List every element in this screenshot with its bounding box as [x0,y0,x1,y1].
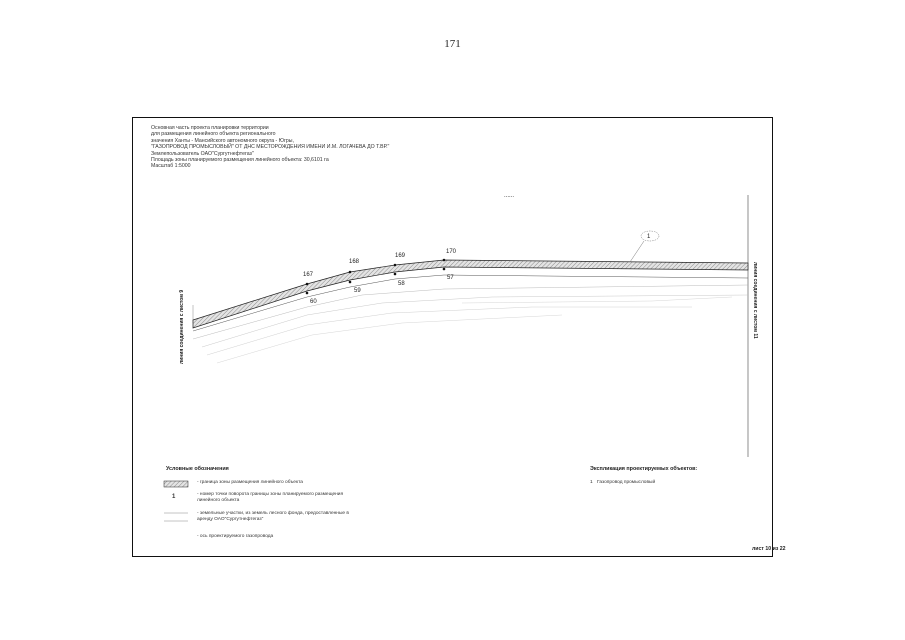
point-label-lower: 60 [310,299,317,305]
turning-point [349,271,352,274]
land-user-line: Землепользователь ОАО"Сургутнефтегаз" [151,150,254,157]
legend-hatch-symbol [164,481,188,487]
point-label-upper: 169 [395,253,406,259]
turning-point [306,292,309,295]
left-connection-label: линия соединения с листом 9 [179,289,185,364]
turning-point [443,259,446,262]
right-connection-label: линия соединения с листом 11 [752,262,758,339]
title-line: "ГАЗОПРОВОД ПРОМЫСЛОВЫЙ" ОТ ДНС МЕСТОРОЖДЕНИЯ ИМЕНИ И.М. ЛОГАЧЕВА ДО Т.ВР." [151,144,390,151]
turning-point [349,281,352,284]
legend-item-axis: - ось проектируемого газопровода [197,534,274,539]
legend-item-zone: - граница зоны размещения линейного объекта [197,480,303,485]
point-label-upper: 170 [446,249,457,255]
legend-item-forest: - земельные участки, из земель лесного фонда, предоставленные в аренду ОАО"Сургутнефтегаз" [197,511,349,522]
title-line: для размещения линейного объекта регионального [151,131,276,138]
legend-marker-number: 1 [172,494,176,500]
scale-line: Масштаб 1:5000 [151,163,191,170]
turning-point [394,273,397,276]
plan-drawing [132,117,773,557]
point-label-upper: 168 [349,259,360,265]
zone-boundary-band [193,260,748,328]
title-line: значения Ханты - Мансийского автономного округа - Югры, [151,137,294,144]
explication-title: Экспликация проектируемых объектов: [590,466,698,472]
title-line: Основная часть проекта планировки территории [151,125,269,131]
turning-point [306,283,309,286]
object-marker-number: 1 [647,234,651,240]
explication-item-number: 1 [590,480,593,485]
page-number: 171 [444,38,461,50]
explication-item-name: Газопровод промысловый [597,480,656,485]
legend-item-point: - номер точки поворота границы зоны планируемого размещения линейного объекта [197,492,344,503]
forest-plot-line [193,285,748,339]
point-label-lower: 59 [354,288,361,294]
object-marker-leader [630,241,644,262]
turning-point [443,268,446,271]
point-label-lower: 58 [398,281,405,287]
sheet-number: лист 10 из 22 [752,546,786,552]
legend-title: Условные обозначения [166,466,229,472]
point-label-lower: 57 [447,275,454,281]
area-line: Площадь зоны планируемого размещения линейного объекта: 30,6101 га [151,157,329,164]
forest-plot-line [217,315,562,363]
top-dots: ...... [504,193,515,199]
forest-plot-line [462,297,732,303]
forest-plot-line [207,307,692,355]
point-label-upper: 167 [303,272,314,278]
turning-point [394,264,397,267]
